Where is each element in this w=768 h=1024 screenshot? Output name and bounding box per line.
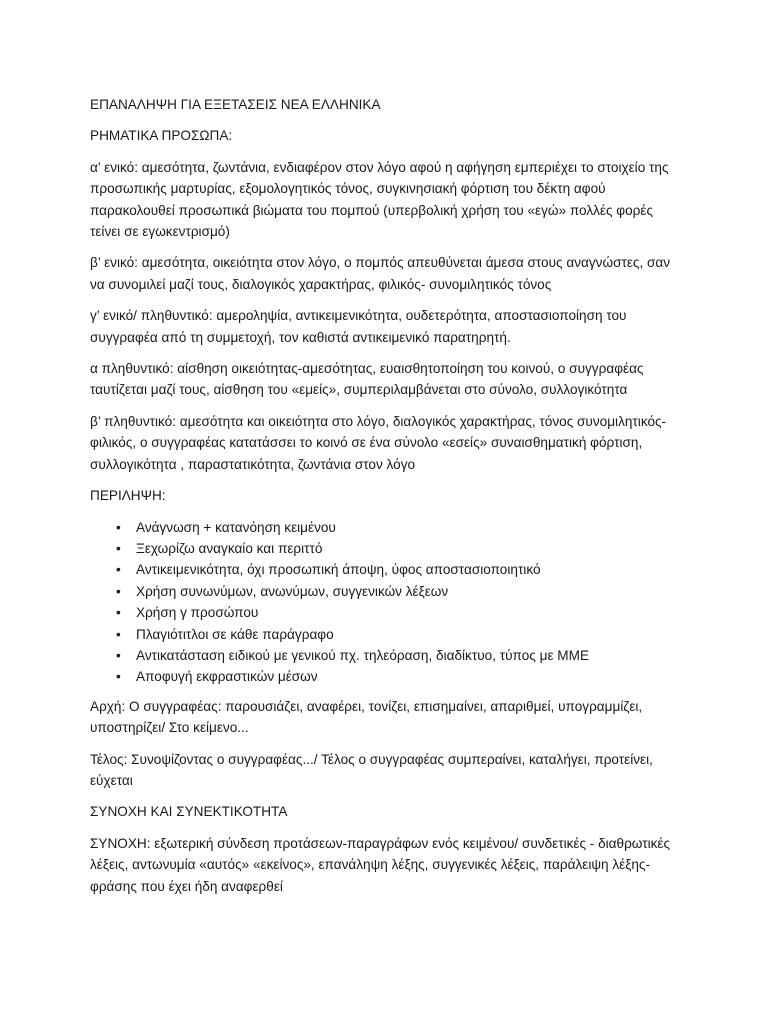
paragraph-telos: Τέλος: Συνοψίζοντας ο συγγραφέας.../ Τέλος ο συγγραφέας συμπεραίνει, καταλήγει, προτείνει, εύχεται <box>90 751 653 788</box>
paragraph-arxi: Αρχή: Ο συγγραφέας: παρουσιάζει, αναφέρει, τονίζει, επισημαίνει, απαριθμεί, υπογραμμίζει, υποστηρίζει/ Στο κείμενο... <box>90 698 643 736</box>
section-heading-rimatika: ΡΗΜΑΤΙΚΑ ΠΡΟΣΩΠΑ: <box>90 128 233 144</box>
list-item: • Χρήση γ προσώπου <box>90 602 682 623</box>
paragraph-g-eniko: γ’ ενικό/ πληθυντικό: αμεροληψία, αντικειμενικότητα, ουδετερότητα, αποστασιοποίηση του συγγραφέα από τη συμμετοχή, τον καθιστά αντικειμενικό παρατηρητή. <box>90 308 627 345</box>
section-heading-perilipsi: ΠΕΡΙΛΗΨΗ: <box>90 488 166 504</box>
list-item: • Χρήση συνωνύμων, ανωνύμων, συγγενικών λέξεων <box>90 581 682 602</box>
list-item: • Ξεχωρίζω αναγκαίο και περιττό <box>90 538 682 559</box>
list-item: • Αντικατάσταση ειδικού με γενικού πχ. τηλεόραση, διαδίκτυο, τύπος με ΜΜΕ <box>90 645 682 666</box>
list-item: • Αποφυγή εκφραστικών μέσων <box>90 666 682 687</box>
paragraph-b-eniko: β’ ενικό: αμεσότητα, οικειότητα στον λόγο, ο πομπός απευθύνεται άμεσα στους αναγνώστες, σαν να συνομιλεί μαζί τους, διαλογικός χαρακτήρας, φιλικός- συνομιλητικός τόνος <box>90 255 671 292</box>
paragraph-synoxi: ΣΥΝΟΧΗ: εξωτερική σύνδεση προτάσεων-παραγράφων ενός κειμένου/ συνδετικές - διαθρωτικές λέξεις, αντωνυμία «αυτός» «εκείνος», επανάληψη λέξης, συγγενικές λέξεις, παράλειψη λέξης-φράσης που έχει ήδη αναφερθεί <box>90 835 671 894</box>
list-item: • Ανάγνωση + κατανόηση κειμένου <box>90 517 682 538</box>
list-item: • Αντικειμενικότητα, όχι προσωπική άποψη, ύφος αποστασιοποιητικό <box>90 559 682 580</box>
list-item: • Πλαγιότιτλοι σε κάθε παράγραφο <box>90 624 682 645</box>
paragraph-b-plithyntiko: β’ πληθυντικό: αμεσότητα και οικειότητα στο λόγο, διαλογικός χαρακτήρας, τόνος συνομιλητικός-φιλικός, ο συγγραφέας κατατάσσει το κοινό σε ένα σύνολο «εσείς» συναισθηματική φόρτιση, συλλογικότητα , παραστατικότητα, ζωντάνια στον λόγο <box>90 413 667 472</box>
summary-bullet-list <box>90 517 682 688</box>
section-heading-synoxi: ΣΥΝΟΧΗ ΚΑΙ ΣΥΝΕΚΤΙΚΟΤΗΤΑ <box>90 804 288 820</box>
paragraph-a-eniko: α’ ενικό: αμεσότητα, ζωντάνια, ενδιαφέρον στον λόγο αφού η αφήγηση εμπεριέχει το στοιχείο της προσωπικής μαρτυρίας, εξομολογητικός τόνος, συγκινησιακή φόρτιση του δέκτη αφού παρακολουθεί προσωπικά βιώματα του πομπού (υπερβολική χρήση του «εγώ» πολλές φορές τείνει σε εγωκεντρισμό) <box>90 159 669 240</box>
paragraph-a-plithyntiko: α πληθυντικό: αίσθηση οικειότητας-αμεσότητας, ευαισθητοποίηση του κοινού, ο συγγραφέας ταυτίζεται μαζί τους, αίσθηση του «εμείς», συμπεριλαμβάνεται στο σύνολο, συλλογικότητα <box>90 361 644 398</box>
document-title: ΕΠΑΝΑΛΗΨΗ ΓΙΑ ΕΞΕΤΑΣΕΙΣ ΝΕΑ ΕΛΛΗΝΙΚΑ <box>90 97 381 112</box>
